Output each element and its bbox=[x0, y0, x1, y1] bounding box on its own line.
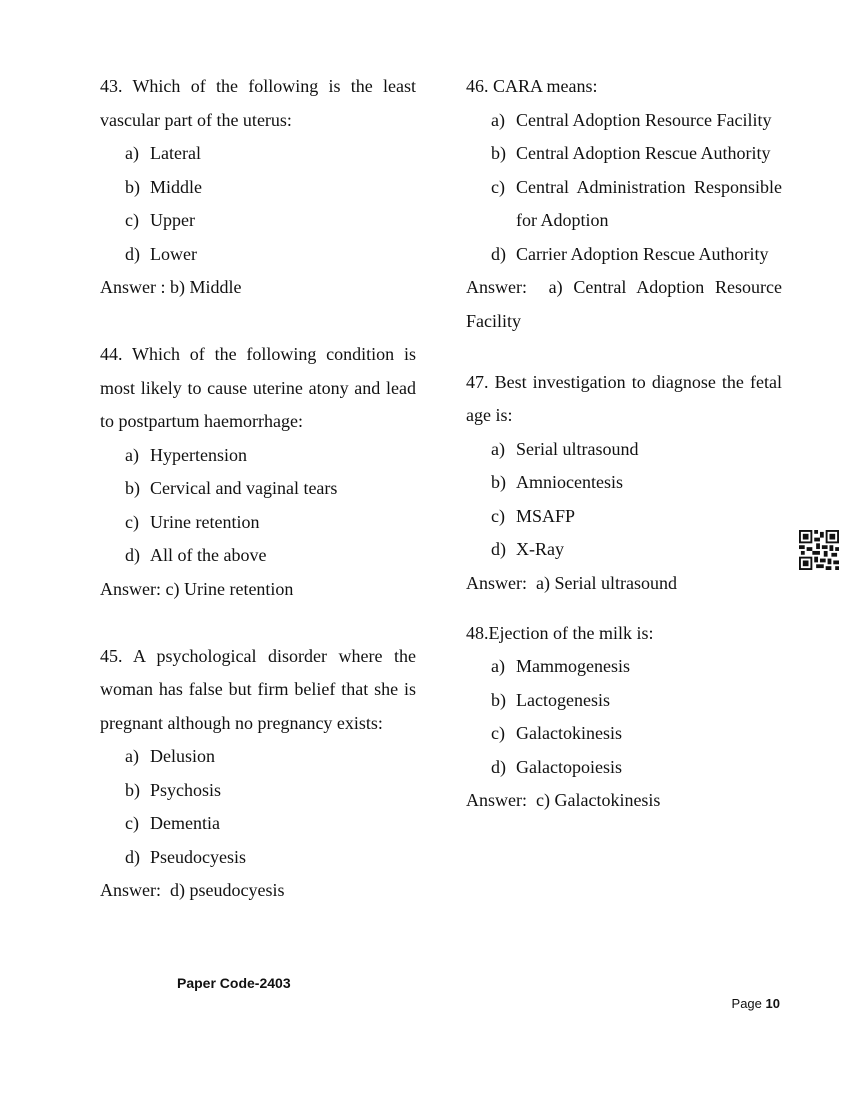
question-44 bbox=[100, 338, 416, 606]
answer-option bbox=[466, 650, 782, 684]
option-letter: a) bbox=[125, 444, 139, 465]
answer-option bbox=[100, 238, 416, 272]
answer-option bbox=[100, 137, 416, 171]
answer-text: Answer: a) Central Adoption Resource Facility bbox=[466, 277, 787, 331]
answer-option bbox=[466, 684, 782, 718]
option-text: Upper bbox=[150, 210, 195, 230]
option-letter: c) bbox=[125, 210, 139, 230]
option-text: Cervical and vaginal tears bbox=[150, 478, 338, 498]
option-text: X-Ray bbox=[516, 539, 564, 559]
option-text: Delusion bbox=[150, 746, 215, 766]
question-text: 45. A psychological disorder where the woman has false but firm belief that she is pregnant although no pregnancy exists: bbox=[100, 645, 416, 733]
answer-text: Answer: d) pseudocyesis bbox=[100, 880, 285, 900]
question-text: 44. Which of the following condition is most likely to cause uterine atony and lead to postpartum haemorrhage: bbox=[100, 344, 416, 431]
option-text: Galactopoiesis bbox=[516, 756, 622, 777]
answer-option bbox=[100, 539, 416, 573]
option-text: Serial ultrasound bbox=[516, 438, 639, 459]
option-text: Lower bbox=[150, 243, 197, 264]
option-letter: b) bbox=[491, 472, 506, 492]
qr-code-icon bbox=[799, 530, 839, 570]
question-46 bbox=[466, 70, 787, 338]
question-text: 48.Ejection of the milk is: bbox=[466, 622, 654, 643]
option-letter: a) bbox=[125, 143, 139, 163]
option-text: MSAFP bbox=[516, 505, 576, 526]
answer-option bbox=[100, 439, 416, 473]
left-column bbox=[100, 70, 416, 908]
option-letter: b) bbox=[125, 176, 140, 197]
answer-option bbox=[466, 238, 782, 272]
option-letter: a) bbox=[491, 438, 505, 459]
option-text: Mammogenesis bbox=[516, 656, 630, 676]
option-letter: d) bbox=[491, 539, 506, 559]
answer-option bbox=[100, 841, 416, 875]
option-text: Urine retention bbox=[150, 511, 260, 532]
answer-text: Answer: a) Serial ultrasound bbox=[466, 572, 677, 593]
option-text: All of the above bbox=[150, 545, 267, 565]
option-letter: c) bbox=[491, 176, 505, 197]
option-text: Carrier Adoption Rescue Authority bbox=[516, 243, 769, 264]
page-number bbox=[732, 996, 780, 1011]
option-letter: d) bbox=[491, 243, 506, 264]
answer-text: Answer: c) Galactokinesis bbox=[466, 790, 661, 810]
option-text: Central Administration Responsible for Adoption bbox=[516, 176, 782, 230]
question-47 bbox=[466, 366, 782, 601]
question-text: 43. Which of the following is the least vascular part of the uterus: bbox=[100, 76, 416, 130]
option-letter: c) bbox=[491, 505, 505, 526]
answer-option bbox=[466, 533, 782, 567]
option-letter: d) bbox=[125, 846, 140, 867]
option-text: Middle bbox=[150, 176, 202, 197]
question-45 bbox=[100, 640, 416, 908]
answer-text: Answer: c) Urine retention bbox=[100, 578, 294, 599]
answer-option bbox=[466, 433, 782, 467]
answer-option bbox=[100, 204, 416, 238]
question-43 bbox=[100, 70, 416, 305]
option-letter: b) bbox=[491, 143, 506, 163]
option-letter: c) bbox=[125, 511, 139, 532]
answer-option bbox=[466, 137, 782, 171]
answer-option bbox=[100, 506, 416, 540]
option-text: Galactokinesis bbox=[516, 723, 622, 743]
option-text: Dementia bbox=[150, 813, 220, 833]
option-letter: a) bbox=[491, 656, 505, 676]
right-column bbox=[466, 70, 787, 818]
option-text: Central Adoption Rescue Authority bbox=[516, 143, 771, 163]
option-text: Lactogenesis bbox=[516, 689, 610, 710]
question-48 bbox=[466, 617, 782, 818]
option-letter: d) bbox=[491, 756, 506, 777]
answer-option bbox=[466, 104, 782, 138]
option-letter: d) bbox=[125, 243, 140, 264]
option-letter: b) bbox=[491, 689, 506, 710]
option-letter: b) bbox=[125, 779, 140, 800]
answer-option bbox=[466, 717, 782, 751]
answer-option bbox=[466, 751, 782, 785]
option-letter: b) bbox=[125, 478, 140, 498]
answer-option bbox=[466, 500, 782, 534]
answer-option bbox=[466, 466, 782, 500]
option-text: Lateral bbox=[150, 143, 201, 163]
question-text: 46. CARA means: bbox=[466, 76, 598, 96]
option-text: Psychosis bbox=[150, 779, 222, 800]
answer-option bbox=[100, 171, 416, 205]
option-letter: a) bbox=[125, 746, 139, 766]
answer-option bbox=[100, 740, 416, 774]
option-letter: a) bbox=[491, 109, 505, 130]
page-label: Page bbox=[731, 996, 762, 1011]
option-letter: d) bbox=[125, 545, 140, 565]
answer-option bbox=[100, 807, 416, 841]
option-text: Amniocentesis bbox=[516, 472, 623, 492]
option-text: Hypertension bbox=[150, 444, 247, 465]
answer-text: Answer : b) Middle bbox=[100, 277, 242, 297]
option-text: Central Adoption Resource Facility bbox=[516, 109, 772, 130]
option-letter: c) bbox=[125, 813, 139, 833]
option-text: Pseudocyesis bbox=[150, 846, 246, 867]
answer-option bbox=[466, 171, 782, 238]
answer-option bbox=[100, 472, 416, 506]
answer-option bbox=[100, 774, 416, 808]
option-letter: c) bbox=[491, 723, 505, 743]
question-text: 47. Best investigation to diagnose the fetal age is: bbox=[466, 371, 782, 425]
paper-code: Paper Code-2403 bbox=[177, 975, 291, 991]
page-number-value: 10 bbox=[765, 996, 780, 1011]
